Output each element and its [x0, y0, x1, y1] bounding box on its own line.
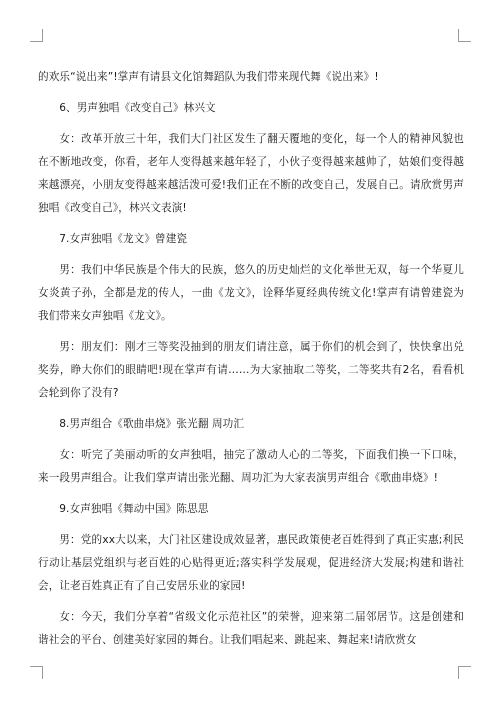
paragraph-host-female-1: 女：改革开放三十年，我们大门社区发生了翻天覆地的变化，每一个人的精神风貌也在不断地改变，你看，老年人变得越来越年轻了，小伙子变得越来越帅了，姑娘们变得越来越漂亮，小朋友变得越来越活泼可爱!我们正在不断的改变自己，发展自己。请欣赏男声独唱《改变自己》，林兴文表演!	[38, 133, 464, 214]
paragraph-host-male-2: 男：朋友们：刚才三等奖没抽到的朋友们请注意，属于你们的机会到了，快快拿出兑奖券，睁大你们的眼睛吧!现在掌声有请……为大家抽取二等奖，二等奖共有2名，看看机会轮到你了没有?	[38, 341, 464, 399]
program-heading-7: 7.女声独唱《龙文》曾建瓷	[59, 233, 188, 245]
program-heading-9: 9.女声独唱《舞动中国》陈思思	[59, 503, 209, 515]
paragraph-host-female-3: 女：今天，我们分享着“省级文化示范社区”的荣誉，迎来第二届邻居节。这是创建和谐社会的平台、创建美好家园的舞台。让我们唱起来、跳起来、舞起来!请欣赏女	[38, 611, 464, 646]
program-heading-8: 8.男声组合《歌曲串烧》张光翻 周功汇	[59, 418, 245, 430]
crop-mark-bottom-right	[458, 666, 471, 679]
program-heading-6: 6、男声独唱《改变自己》林兴文	[59, 102, 216, 114]
crop-mark-bottom-left	[30, 666, 43, 679]
paragraph-host-male-1: 男：我们中华民族是个伟大的民族，悠久的历史灿烂的文化举世无双，每一个华夏儿女炎黄子孙，全都是龙的传人，一曲《龙文》，诠释华夏经典传统文化!掌声有请曾建瓷为我们带来女声独唱《龙文》。	[38, 264, 464, 322]
document-body	[38, 66, 464, 652]
paragraph-host-male-3: 男：党的xx大以来，大门社区建设成效显著，惠民政策使老百姓得到了真正实惠;利民行动让基层党组织与老百姓的心贴得更近;落实科学发展观，促进经济大发展;构建和谐社会，让老百姓真正有了自己安居乐业的家园!	[38, 534, 464, 592]
paragraph-continuation: 的欢乐“说出来”!掌声有请县文化馆舞蹈队为我们带来现代舞《说出来》!	[38, 71, 379, 83]
crop-mark-top-left	[30, 29, 43, 42]
paragraph-host-female-2: 女：听完了美丽动听的女声独唱，抽完了激动人心的二等奖，下面我们换一下口味，来一段男声组合。让我们掌声请出张光翻、周功汇为大家表演男声组合《歌曲串烧》!	[38, 449, 464, 484]
crop-mark-top-right	[458, 29, 471, 42]
